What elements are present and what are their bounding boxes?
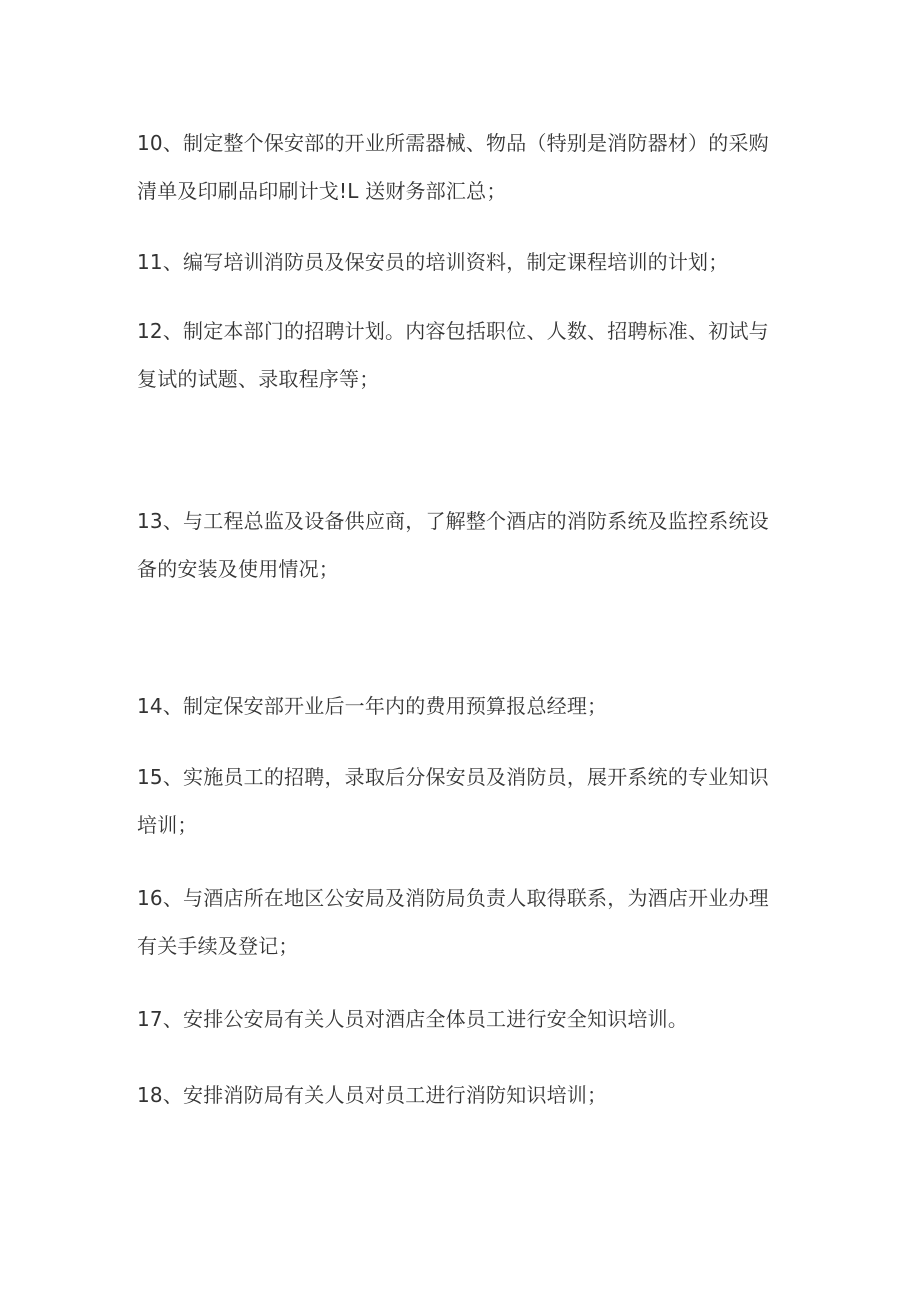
paragraph-item-13: 13、与工程总监及设备供应商，了解整个酒店的消防系统及监控系统设备的安装及使用情况； (137, 509, 769, 581)
paragraph-item-17: 17、安排公安局有关人员对酒店全体员工进行安全知识培训。 (137, 1007, 689, 1031)
paragraph-item-14: 14、制定保安部开业后一年内的费用预算报总经理； (137, 694, 608, 718)
paragraph-item-11: 11、编写培训消防员及保安员的培训资料，制定课程培训的计划； (137, 250, 729, 274)
paragraph-item-16: 16、与酒店所在地区公安局及消防局负责人取得联系，为酒店开业办理有关手续及登记； (137, 886, 769, 958)
paragraph-item-18: 18、安排消防局有关人员对员工进行消防知识培训； (137, 1083, 608, 1107)
paragraph-item-12: 12、制定本部门的招聘计划。内容包括职位、人数、招聘标准、初试与复试的试题、录取程序等； (137, 319, 769, 391)
paragraph-item-15: 15、实施员工的招聘，录取后分保安员及消防员，展开系统的专业知识培训； (137, 765, 769, 837)
paragraph-item-10: 10、制定整个保安部的开业所需器械、物品（特别是消防器材）的采购清单及印刷品印刷计戈!L 送财务部汇总； (137, 131, 769, 203)
